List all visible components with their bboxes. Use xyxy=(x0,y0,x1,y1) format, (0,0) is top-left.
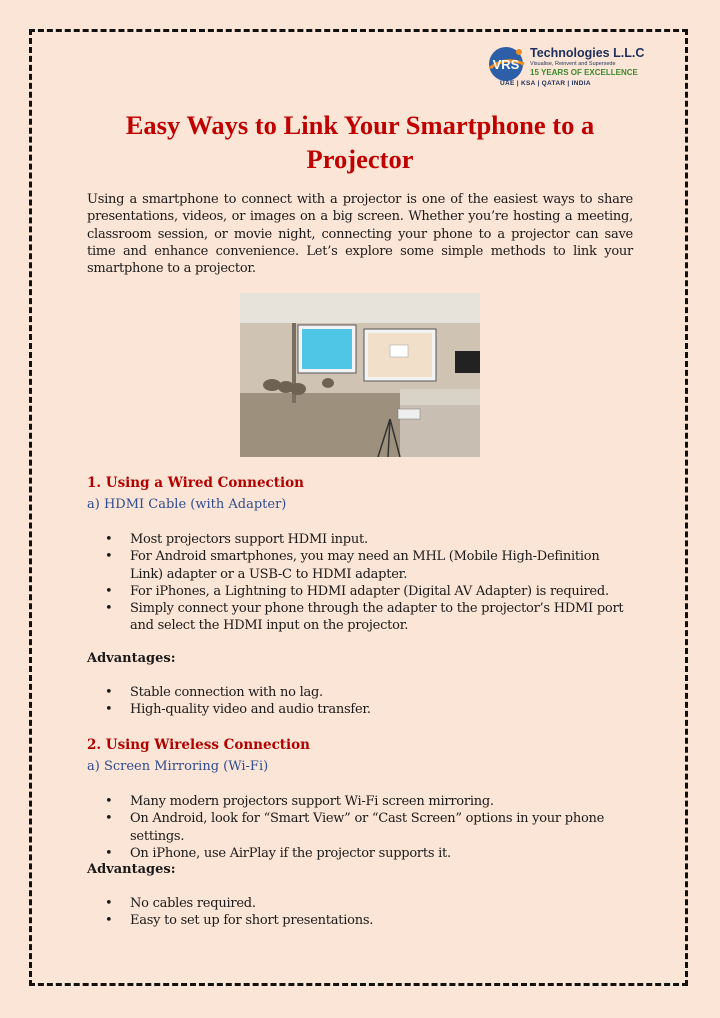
globe-logo-icon xyxy=(486,44,526,84)
company-logo xyxy=(486,44,646,90)
logo-tagline: Visualise, Reinvent and Supersede xyxy=(530,61,616,67)
projector-room-photo xyxy=(240,293,480,457)
section1-advantages-list xyxy=(87,684,633,719)
list-item: • On iPhone, use AirPlay if the projector supports it. xyxy=(87,845,633,862)
list-item: • Stable connection with no lag. xyxy=(87,684,633,701)
section1-advantages-label: Advantages: xyxy=(87,651,176,666)
section1-subheading: a) HDMI Cable (with Adapter) xyxy=(87,497,287,512)
list-item: • For Android smartphones, you may need an MHL (Mobile High-Definition Link) adapter or a USB-C to HDMI adapter. xyxy=(87,548,633,583)
list-item: • Easy to set up for short presentations. xyxy=(87,912,633,929)
list-item: • High-quality video and audio transfer. xyxy=(87,701,633,718)
section2-heading: 2. Using Wireless Connection xyxy=(87,737,310,753)
section2-advantages-list xyxy=(87,895,633,930)
room-illustration xyxy=(240,293,480,457)
section2-subheading: a) Screen Mirroring (Wi-Fi) xyxy=(87,759,269,774)
logo-initials: VRS xyxy=(492,57,520,72)
list-item: • Simply connect your phone through the adapter to the projector’s HDMI port and select the HDMI input on the projector. xyxy=(87,600,633,635)
list-item: • No cables required. xyxy=(87,895,633,912)
intro-paragraph: Using a smartphone to connect with a projector is one of the easiest ways to share presentations, videos, or images on a big screen. Whether you’re hosting a meeting, classroom session, or movie night, connecting your phone to a projector can save time and enhance convenience. Let’s explore some simple methods to link your smartphone to a projector. xyxy=(87,192,633,277)
section2-bullet-list xyxy=(87,793,633,862)
logo-regions: UAE | KSA | QATAR | INDIA xyxy=(500,80,591,87)
section2-advantages-label: Advantages: xyxy=(87,862,176,877)
list-item: • Most projectors support HDMI input. xyxy=(87,531,633,548)
list-item: • For iPhones, a Lightning to HDMI adapter (Digital AV Adapter) is required. xyxy=(87,583,633,600)
section1-heading: 1. Using a Wired Connection xyxy=(87,475,304,491)
list-item: • Many modern projectors support Wi-Fi screen mirroring. xyxy=(87,793,633,810)
section1-bullet-list xyxy=(87,531,633,635)
logo-years: 15 YEARS OF EXCELLENCE xyxy=(530,68,638,77)
logo-brand: Technologies L.L.C xyxy=(530,46,645,60)
list-item: • On Android, look for “Smart View” or “Cast Screen” options in your phone settings. xyxy=(87,810,633,845)
page-title: Easy Ways to Link Your Smartphone to a Projector xyxy=(125,110,595,174)
